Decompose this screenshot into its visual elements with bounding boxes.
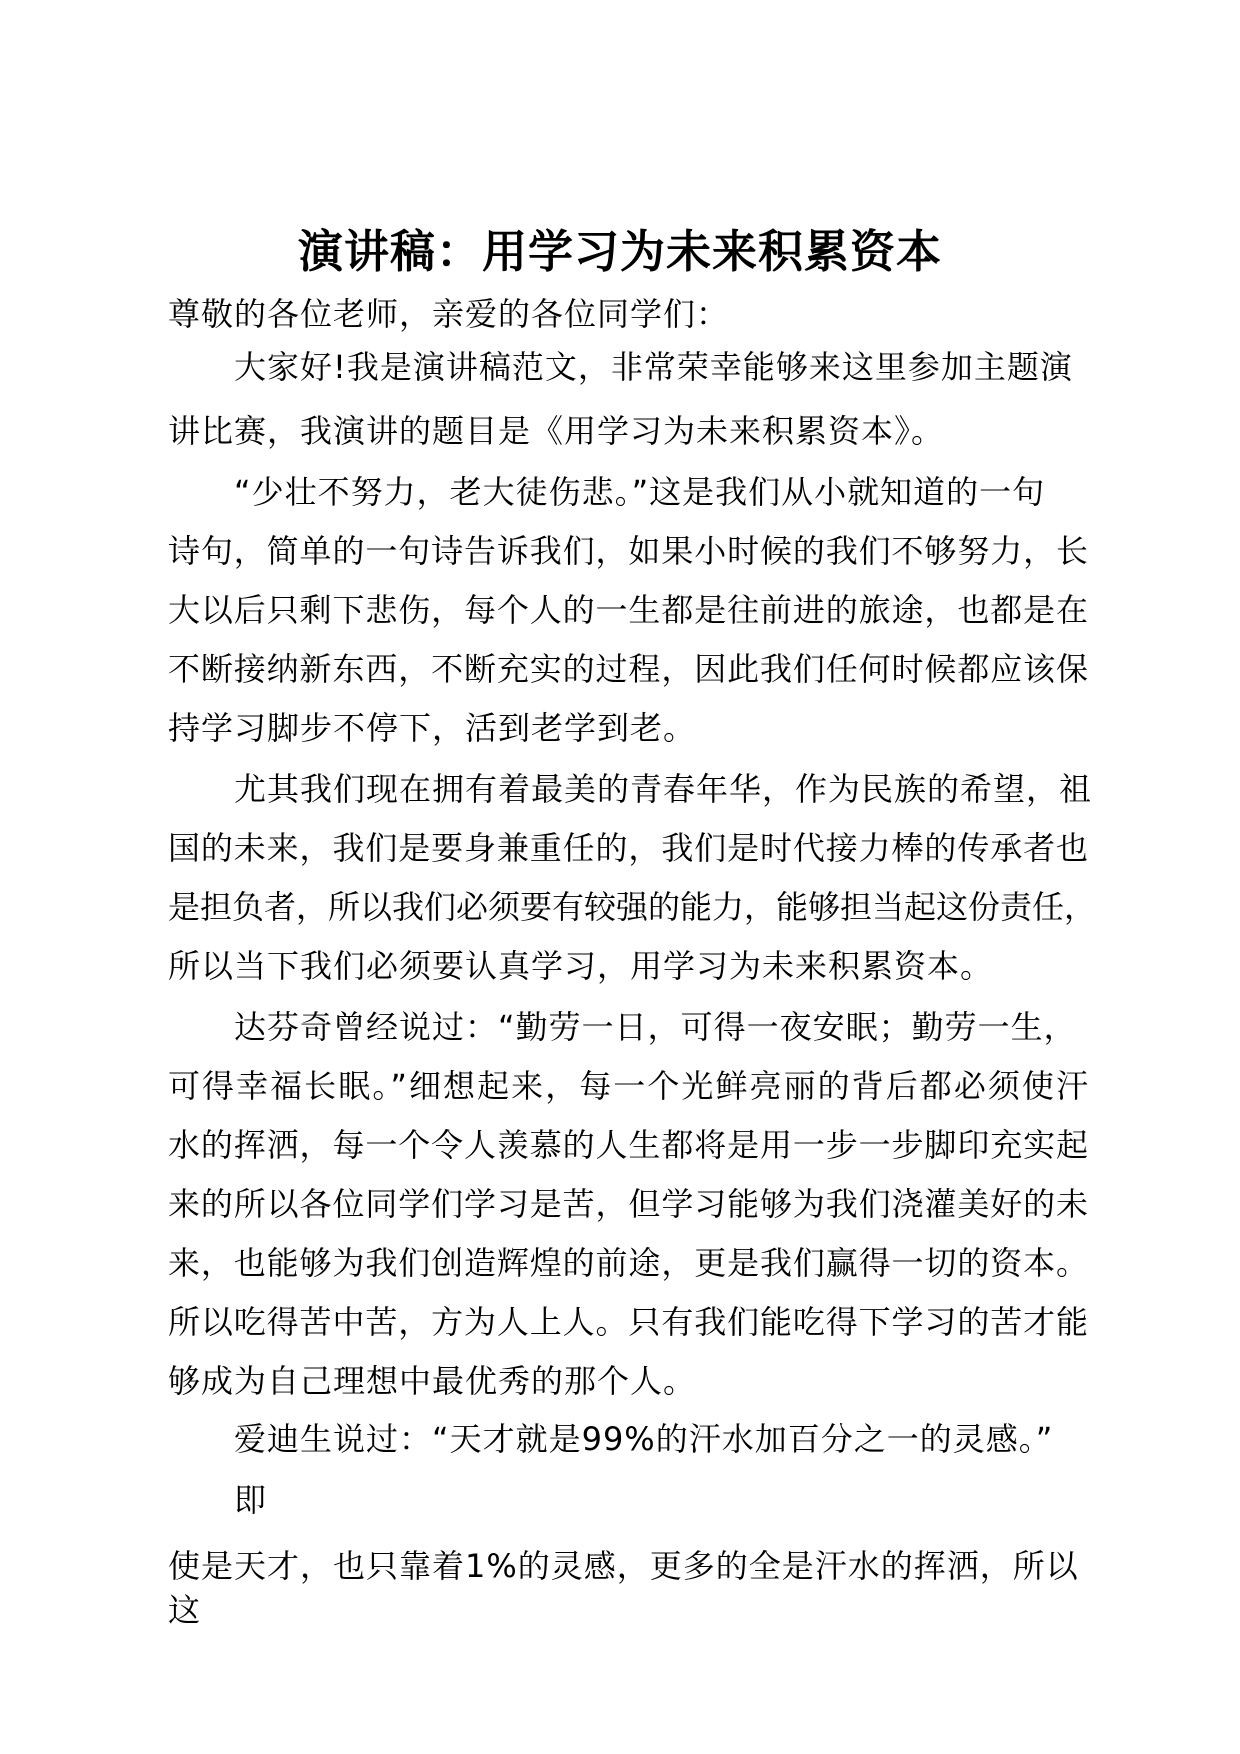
document-title: 演讲稿：用学习为未来积累资本 xyxy=(297,225,942,278)
text-line: 所以吃得苦中苦，方为人上人。只有我们能吃得下学习的苦才能 xyxy=(168,1303,1088,1341)
text-line: “少壮不努力，老大徒伤悲。”这是我们从小就知道的一句 xyxy=(234,473,1046,511)
text-line: 够成为自己理想中最优秀的那个人。 xyxy=(168,1362,697,1400)
text-line: 即 xyxy=(234,1481,268,1519)
text-line: 爱迪生说过：“天才就是99%的汗水加百分之一的灵感。” xyxy=(234,1420,1054,1458)
text-line: 可得幸福长眠。”细想起来，每一个光鲜亮丽的背后都必须使汗 xyxy=(168,1067,1088,1105)
text-line: 尤其我们现在拥有着最美的青春年华，作为民族的希望，祖 xyxy=(234,770,1093,808)
text-line: 来的所以各位同学们学习是苦，但学习能够为我们浇灌美好的未 xyxy=(168,1185,1088,1223)
text-line: 持学习脚步不停下，活到老学到老。 xyxy=(168,709,697,747)
salutation-line: 尊敬的各位老师，亲爱的各位同学们： xyxy=(168,295,730,333)
text-line: 大以后只剩下悲伤，每个人的一生都是往前进的旅途，也都是在 xyxy=(168,591,1088,629)
text-line: 国的未来，我们是要身兼重任的，我们是时代接力棒的传承者也 xyxy=(168,829,1088,867)
text-line: 所以当下我们必须要认真学习，用学习为未来积累资本。 xyxy=(168,947,994,985)
text-line: 是担负者，所以我们必须要有较强的能力，能够担当起这份责任， xyxy=(168,888,1097,926)
text-line: 大家好!我是演讲稿范文，非常荣幸能够来这里参加主题演 xyxy=(234,348,1073,386)
text-line: 不断接纳新东西，不断充实的过程，因此我们任何时候都应该保 xyxy=(168,650,1088,688)
text-line: 诗句，简单的一句诗告诉我们，如果小时候的我们不够努力，长 xyxy=(168,532,1088,570)
text-line: 来，也能够为我们创造辉煌的前途，更是我们赢得一切的资本。 xyxy=(168,1244,1088,1282)
text-line: 使是天才，也只靠着1%的灵感，更多的全是汗水的挥洒，所以 xyxy=(168,1547,1079,1585)
text-line: 讲比赛，我演讲的题目是《用学习为未来积累资本》。 xyxy=(168,412,945,450)
text-line: 达芬奇曾经说过：“勤劳一日，可得一夜安眠；勤劳一生， xyxy=(234,1008,1077,1046)
text-line: 这 xyxy=(168,1591,202,1629)
text-line: 水的挥洒，每一个令人羡慕的人生都将是用一步一步脚印充实起 xyxy=(168,1126,1088,1164)
